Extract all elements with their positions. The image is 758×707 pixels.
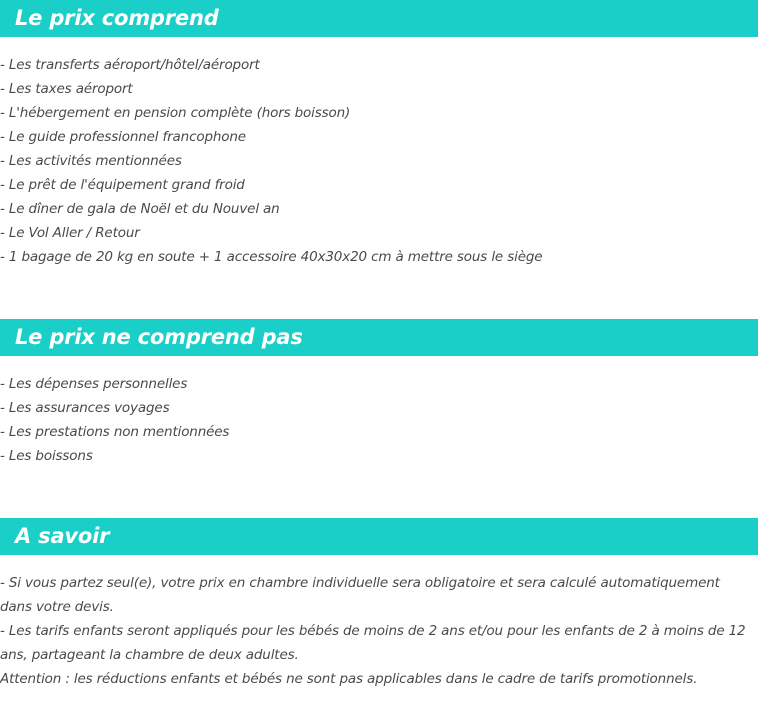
not-included-list	[0, 372, 758, 468]
section-not-included	[0, 319, 758, 468]
list-item: - Le guide professionnel francophone	[0, 129, 246, 145]
info-paragraph: - Les tarifs enfants seront appliqués pour les bébés de moins de 2 ans et/ou pour les enfants de 2 à moins de 12 ans, partageant la chambre de deux adultes.	[0, 623, 746, 663]
section-included	[0, 0, 758, 269]
section-header-included: Le prix comprend	[0, 0, 758, 37]
list-item: - Les assurances voyages	[0, 400, 170, 416]
info-paragraph: - Si vous partez seul(e), votre prix en chambre individuelle sera obligatoire et sera calculé automatiquement dans votre devis.	[0, 575, 720, 615]
list-item: - Les activités mentionnées	[0, 153, 182, 169]
section-header-not-included: Le prix ne comprend pas	[0, 319, 758, 356]
list-item: - Les boissons	[0, 448, 93, 464]
list-item: - L'hébergement en pension complète (hors boisson)	[0, 105, 351, 121]
section-header-good-to-know: A savoir	[0, 518, 758, 555]
list-item: - Le Vol Aller / Retour	[0, 225, 140, 241]
list-item: - Les prestations non mentionnées	[0, 424, 230, 440]
list-item: - Le prêt de l'équipement grand froid	[0, 177, 245, 193]
list-item: - Le dîner de gala de Noël et du Nouvel an	[0, 201, 280, 217]
list-item: - Les dépenses personnelles	[0, 376, 188, 392]
list-item: - 1 bagage de 20 kg en soute + 1 accessoire 40x30x20 cm à mettre sous le siège	[0, 249, 543, 265]
section-good-to-know	[0, 518, 758, 691]
info-paragraph: Attention : les réductions enfants et bébés ne sont pas applicables dans le cadre de tarifs promotionnels.	[0, 671, 698, 687]
included-list	[0, 53, 758, 269]
list-item: - Les taxes aéroport	[0, 81, 133, 97]
good-to-know-content	[0, 571, 750, 691]
list-item: - Les transferts aéroport/hôtel/aéroport	[0, 57, 260, 73]
